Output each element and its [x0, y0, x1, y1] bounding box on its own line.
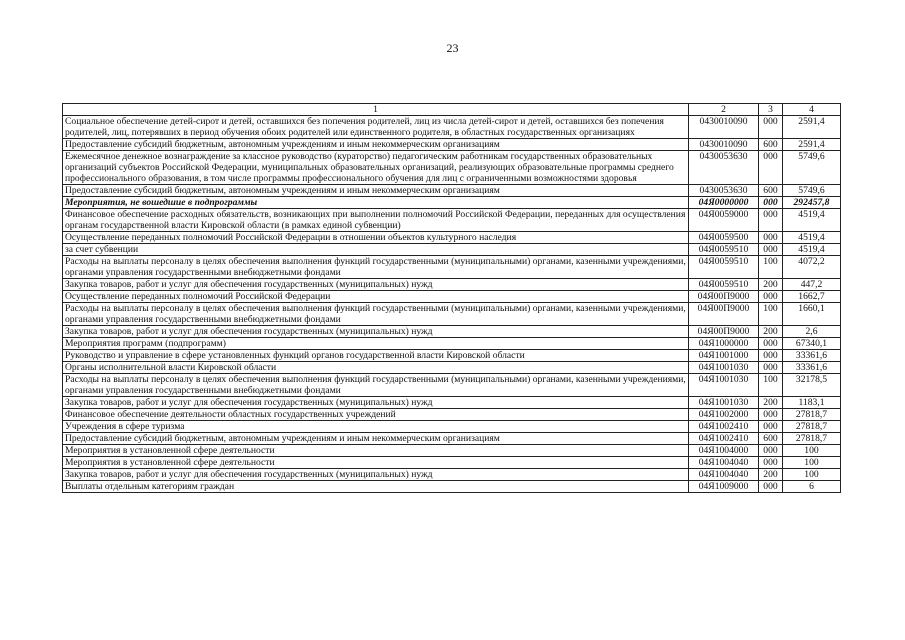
header-cell-type: 3	[759, 104, 783, 116]
row-name-cell: Осуществление переданных полномочий Российской Федерации	[63, 291, 689, 303]
row-amount-cell: 447,2	[783, 279, 841, 291]
row-type-cell: 000	[759, 244, 783, 256]
row-name-cell: Мероприятия в установленной сфере деятельности	[63, 445, 689, 457]
row-code-cell: 04Я0059510	[689, 244, 759, 256]
table-row	[63, 362, 841, 374]
row-name-cell: Закупка товаров, работ и услуг для обеспечения государственных (муниципальных) нужд	[63, 397, 689, 409]
row-amount-cell: 5749,6	[783, 151, 841, 185]
header-cell-amount: 4	[783, 104, 841, 116]
row-amount-cell: 32178,5	[783, 374, 841, 397]
table-row	[63, 185, 841, 197]
row-name-cell: Ежемесячное денежное вознаграждение за классное руководство (кураторство) педагогическим работникам государственных образовательных организаций субъектов Российской Федерации, муниципальных образовательных организаций, реализующих образовательные программы среднего профессионального образования, в том числе программы профессионального обучения для лиц с ограниченными возможностями здоровья	[63, 151, 689, 185]
row-code-cell: 04Я1001030	[689, 397, 759, 409]
row-code-cell: 0430010090	[689, 116, 759, 139]
table-row	[63, 256, 841, 279]
row-amount-cell: 2591,4	[783, 139, 841, 151]
row-type-cell: 000	[759, 457, 783, 469]
row-code-cell: 04Я1002410	[689, 433, 759, 445]
row-name-cell: Мероприятия, не вошедшие в подпрограммы	[63, 197, 689, 209]
row-code-cell: 04Я00П9000	[689, 291, 759, 303]
table-row	[63, 481, 841, 493]
row-amount-cell: 27818,7	[783, 421, 841, 433]
row-amount-cell: 2,6	[783, 326, 841, 338]
row-code-cell: 04Я1001030	[689, 374, 759, 397]
row-amount-cell: 5749,6	[783, 185, 841, 197]
row-type-cell: 600	[759, 433, 783, 445]
row-type-cell: 000	[759, 232, 783, 244]
row-type-cell: 000	[759, 338, 783, 350]
row-type-cell: 000	[759, 350, 783, 362]
row-code-cell: 04Я1009000	[689, 481, 759, 493]
row-code-cell: 04Я1001030	[689, 362, 759, 374]
row-type-cell: 000	[759, 151, 783, 185]
row-amount-cell: 27818,7	[783, 409, 841, 421]
row-name-cell: Финансовое обеспечение расходных обязательств, возникающих при выполнении полномочий Российской Федерации, переданных для осуществления органам государственной власти Кировской области (в рамках единой субвенции)	[63, 209, 689, 232]
row-type-cell: 100	[759, 303, 783, 326]
page-number: 23	[446, 41, 459, 55]
row-code-cell: 0430053630	[689, 185, 759, 197]
row-code-cell: 04Я1001000	[689, 350, 759, 362]
header-cell-code: 2	[689, 104, 759, 116]
table-body	[63, 104, 841, 493]
row-name-cell: Предоставление субсидий бюджетным, автономным учреждениям и иным некоммерческим организациям	[63, 433, 689, 445]
row-name-cell: Предоставление субсидий бюджетным, автономным учреждениям и иным некоммерческим организациям	[63, 185, 689, 197]
table-row	[63, 139, 841, 151]
row-amount-cell: 4072,2	[783, 256, 841, 279]
budget-table	[62, 103, 841, 493]
row-amount-cell: 100	[783, 469, 841, 481]
row-type-cell: 000	[759, 362, 783, 374]
table-row	[63, 409, 841, 421]
row-code-cell: 04Я0059510	[689, 256, 759, 279]
row-code-cell: 04Я1004040	[689, 457, 759, 469]
row-name-cell: за счет субвенции	[63, 244, 689, 256]
row-type-cell: 000	[759, 197, 783, 209]
row-amount-cell: 33361,6	[783, 350, 841, 362]
row-amount-cell: 1662,7	[783, 291, 841, 303]
row-name-cell: Финансовое обеспечение деятельности областных государственных учреждений	[63, 409, 689, 421]
table-row	[63, 397, 841, 409]
row-name-cell: Осуществление переданных полномочий Российской Федерации в отношении объектов культурного наследия	[63, 232, 689, 244]
row-code-cell: 04Я1004040	[689, 469, 759, 481]
row-type-cell: 000	[759, 291, 783, 303]
table-row	[63, 421, 841, 433]
header-cell-name: 1	[63, 104, 689, 116]
table-row	[63, 303, 841, 326]
table-row	[63, 469, 841, 481]
table-row	[63, 151, 841, 185]
row-type-cell: 000	[759, 116, 783, 139]
row-name-cell: Расходы на выплаты персоналу в целях обеспечения выполнения функций государственными (муниципальными) органами, казенными учреждениями, органами управления государственными внебюджетными фондами	[63, 303, 689, 326]
table-row	[63, 291, 841, 303]
row-name-cell: Социальное обеспечение детей-сирот и детей, оставшихся без попечения родителей, лиц из числа детей-сирот и детей, оставшихся без попечения родителей, лиц, потерявших в период обучения обоих родителей или единственного родителя, в областных государственных организациях	[63, 116, 689, 139]
row-name-cell: Расходы на выплаты персоналу в целях обеспечения выполнения функций государственными (муниципальными) органами, казенными учреждениями, органами управления государственными внебюджетными фондами	[63, 256, 689, 279]
row-code-cell: 04Я1000000	[689, 338, 759, 350]
row-type-cell: 000	[759, 209, 783, 232]
row-code-cell: 04Я1004000	[689, 445, 759, 457]
table-row	[63, 232, 841, 244]
row-name-cell: Мероприятия в установленной сфере деятельности	[63, 457, 689, 469]
row-code-cell: 04Я0059000	[689, 209, 759, 232]
row-amount-cell: 4519,4	[783, 244, 841, 256]
row-amount-cell: 6	[783, 481, 841, 493]
row-type-cell: 000	[759, 421, 783, 433]
row-code-cell: 04Я00П9000	[689, 326, 759, 338]
row-code-cell: 04Я1002410	[689, 421, 759, 433]
row-amount-cell: 67340,1	[783, 338, 841, 350]
row-type-cell: 200	[759, 326, 783, 338]
row-code-cell: 04Я0059500	[689, 232, 759, 244]
row-type-cell: 000	[759, 409, 783, 421]
table-row	[63, 445, 841, 457]
row-name-cell: Органы исполнительной власти Кировской области	[63, 362, 689, 374]
row-name-cell: Закупка товаров, работ и услуг для обеспечения государственных (муниципальных) нужд	[63, 469, 689, 481]
row-amount-cell: 1183,1	[783, 397, 841, 409]
row-name-cell: Мероприятия программ (подпрограмм)	[63, 338, 689, 350]
row-amount-cell: 100	[783, 445, 841, 457]
row-type-cell: 200	[759, 397, 783, 409]
row-code-cell: 04Я0000000	[689, 197, 759, 209]
row-type-cell: 200	[759, 279, 783, 291]
table-row	[63, 374, 841, 397]
row-type-cell: 600	[759, 185, 783, 197]
row-amount-cell: 4519,4	[783, 209, 841, 232]
row-amount-cell: 292457,8	[783, 197, 841, 209]
table-row	[63, 244, 841, 256]
row-amount-cell: 4519,4	[783, 232, 841, 244]
table-row	[63, 338, 841, 350]
table-row	[63, 116, 841, 139]
row-amount-cell: 1660,1	[783, 303, 841, 326]
row-amount-cell: 2591,4	[783, 116, 841, 139]
row-name-cell: Руководство и управление в сфере установленных функций органов государственной власти Кировской области	[63, 350, 689, 362]
table-row	[63, 209, 841, 232]
row-type-cell: 000	[759, 481, 783, 493]
row-code-cell: 04Я1002000	[689, 409, 759, 421]
row-name-cell: Закупка товаров, работ и услуг для обеспечения государственных (муниципальных) нужд	[63, 279, 689, 291]
row-type-cell: 100	[759, 374, 783, 397]
row-amount-cell: 27818,7	[783, 433, 841, 445]
row-code-cell: 0430053630	[689, 151, 759, 185]
table-row	[63, 326, 841, 338]
row-name-cell: Учреждения в сфере туризма	[63, 421, 689, 433]
row-amount-cell: 33361,6	[783, 362, 841, 374]
table-header-row	[63, 104, 841, 116]
row-name-cell: Предоставление субсидий бюджетным, автономным учреждениям и иным некоммерческим организациям	[63, 139, 689, 151]
table-row	[63, 433, 841, 445]
row-type-cell: 000	[759, 445, 783, 457]
row-code-cell: 04Я0059510	[689, 279, 759, 291]
table-row	[63, 457, 841, 469]
table-row	[63, 197, 841, 209]
row-name-cell: Расходы на выплаты персоналу в целях обеспечения выполнения функций государственными (муниципальными) органами, казенными учреждениями, органами управления государственными внебюджетными фондами	[63, 374, 689, 397]
row-amount-cell: 100	[783, 457, 841, 469]
row-type-cell: 600	[759, 139, 783, 151]
row-name-cell: Закупка товаров, работ и услуг для обеспечения государственных (муниципальных) нужд	[63, 326, 689, 338]
row-code-cell: 0430010090	[689, 139, 759, 151]
table-row	[63, 350, 841, 362]
table-row	[63, 279, 841, 291]
row-type-cell: 200	[759, 469, 783, 481]
row-type-cell: 100	[759, 256, 783, 279]
row-code-cell: 04Я00П9000	[689, 303, 759, 326]
row-name-cell: Выплаты отдельным категориям граждан	[63, 481, 689, 493]
